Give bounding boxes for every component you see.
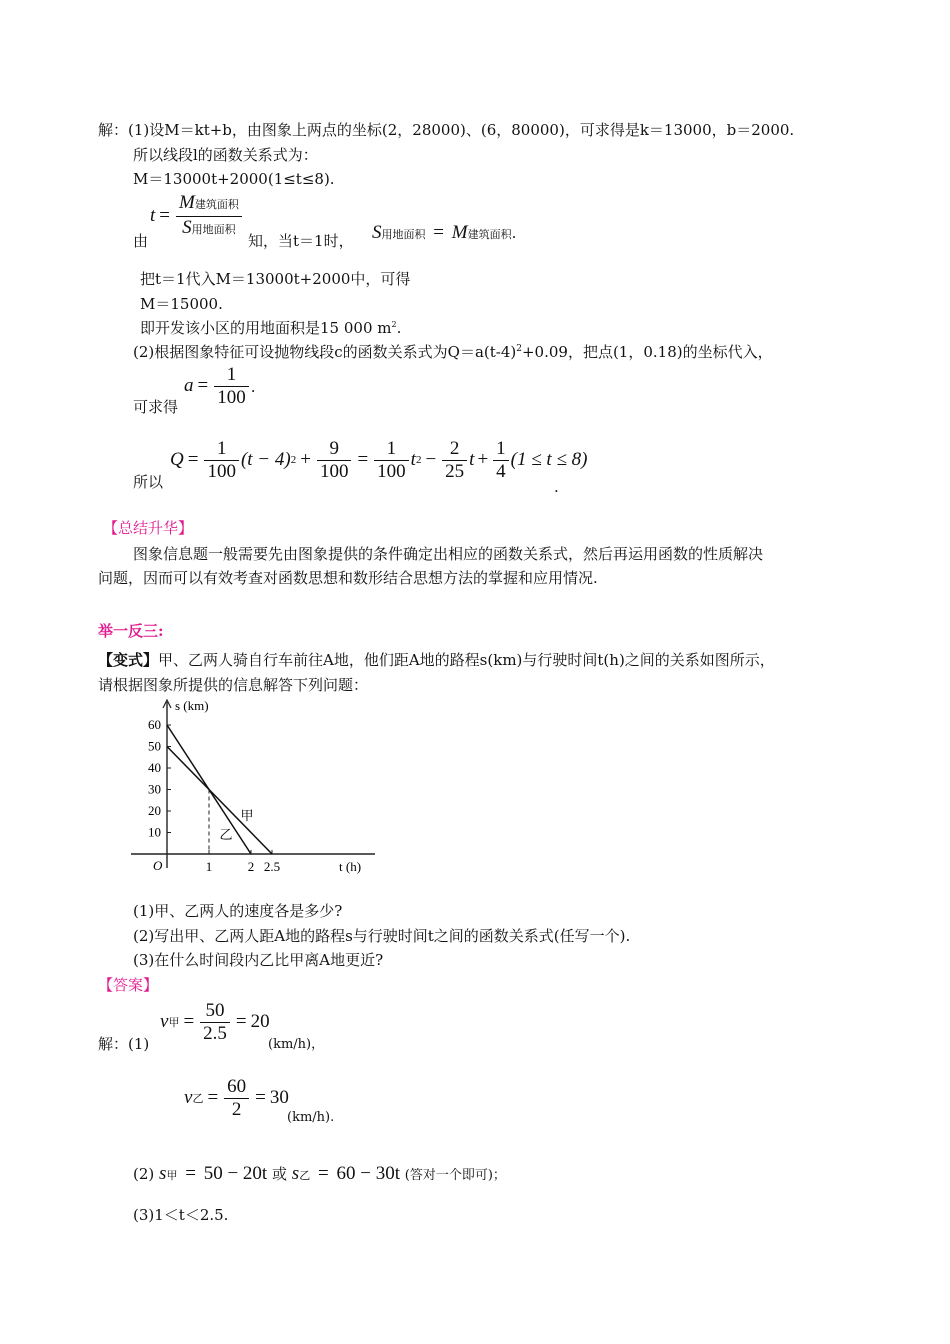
fd5: 4 bbox=[496, 461, 506, 482]
period-1: . bbox=[511, 224, 517, 242]
y-tick-label: 20 bbox=[148, 803, 161, 818]
n50: 50 bbox=[200, 1000, 230, 1023]
fn5: 1 bbox=[493, 438, 509, 461]
x-tick-label: 2.5 bbox=[263, 859, 281, 874]
variant-tag: 【变式】 bbox=[98, 651, 159, 669]
plus-2: + bbox=[477, 449, 489, 471]
y-axis-label: s (km) bbox=[175, 698, 209, 713]
Q-equation bbox=[170, 438, 587, 483]
frac-1-100-a bbox=[204, 438, 239, 483]
solution-line-7 bbox=[140, 319, 401, 337]
period-2: . bbox=[250, 377, 256, 396]
sub-jia-2: 甲 bbox=[166, 1169, 178, 1182]
M-symbol: M bbox=[179, 192, 195, 213]
eq-s2: = bbox=[317, 1163, 329, 1184]
y-tick-label: 60 bbox=[148, 717, 161, 732]
solution-line-2: 所以线段l的函数关系式为： bbox=[133, 146, 318, 164]
you-text: 由 bbox=[133, 232, 149, 250]
ke-text: 可求得 bbox=[133, 398, 179, 416]
answer-part-2 bbox=[133, 1163, 506, 1186]
sub-land: 用地面积 bbox=[191, 223, 236, 236]
unit-2: (km/h). bbox=[287, 1110, 335, 1125]
v-symbol-1: v bbox=[160, 1011, 169, 1033]
frac-9-100 bbox=[317, 438, 352, 483]
t-linear: t bbox=[469, 449, 475, 471]
fd1: 100 bbox=[207, 461, 236, 482]
sq-2: 2 bbox=[415, 453, 422, 466]
sub-land-2: 用地面积 bbox=[381, 228, 426, 241]
x-tick-label: 1 bbox=[205, 859, 213, 874]
y-tick-label: 50 bbox=[148, 738, 161, 754]
fd3: 100 bbox=[377, 461, 406, 482]
line-8-text: (2)根据图象特征可设抛物线段c的函数关系式为Q＝a(t-4) bbox=[133, 343, 517, 361]
practice-question-line-1 bbox=[98, 651, 775, 669]
series-label-jia: 甲 bbox=[240, 808, 254, 824]
line-7-end: . bbox=[396, 319, 402, 337]
frac-den: 100 bbox=[217, 387, 246, 408]
line-7-text: 即开发该小区的用地面积是15 000 m bbox=[140, 319, 392, 337]
period-3: . bbox=[554, 478, 559, 496]
one-hundredth-fraction bbox=[214, 364, 249, 409]
v-symbol-2: v bbox=[184, 1087, 193, 1109]
practice-heading: 举一反三: bbox=[98, 622, 164, 640]
eq-v2b: = bbox=[255, 1087, 266, 1109]
minus-1: − bbox=[425, 449, 437, 471]
sub-question-1: (1)甲、乙两人的速度各是多少? bbox=[133, 902, 343, 920]
distance-time-chart bbox=[125, 696, 385, 886]
x-axis-label: t (h) bbox=[339, 859, 362, 874]
suoyi-text: 所以 bbox=[133, 473, 164, 491]
domain-range: (1 ≤ t ≤ 8) bbox=[510, 449, 588, 471]
unit-1: (km/h)， bbox=[268, 1037, 325, 1052]
Q-symbol: Q bbox=[170, 449, 184, 471]
fn3: 1 bbox=[374, 438, 409, 461]
result-20: 20 bbox=[250, 1011, 270, 1033]
huo-text: 或 bbox=[272, 1165, 288, 1183]
s-symbol-1: s bbox=[159, 1163, 167, 1184]
equals-sign-3: = bbox=[197, 375, 209, 397]
t-minus-4: (t − 4) bbox=[240, 449, 291, 471]
frac-50-2p5 bbox=[200, 1000, 230, 1045]
sq-1: 2 bbox=[290, 453, 297, 466]
zhi-text: 知，当t＝1时， bbox=[248, 232, 354, 250]
v-jia-equation bbox=[160, 1000, 270, 1045]
eq-v2: = bbox=[207, 1087, 219, 1109]
equals-sign-2: = bbox=[433, 222, 444, 243]
build-over-land-fraction bbox=[176, 192, 242, 241]
fd2: 100 bbox=[319, 461, 349, 482]
question-text-1: 甲、乙两人骑自行车前往A地，他们距A地的路程s(km)与行驶时间t(h)之间的关系如图所示， bbox=[158, 651, 775, 669]
eq-v1: = bbox=[183, 1011, 195, 1033]
y-tick-label: 40 bbox=[148, 760, 161, 775]
plus-1: + bbox=[300, 449, 311, 471]
s-symbol-2: s bbox=[291, 1163, 300, 1184]
sub-yi: 乙 bbox=[192, 1091, 204, 1105]
summary-heading: 【总结升华】 bbox=[103, 519, 194, 537]
answer-heading: 【答案】 bbox=[98, 976, 159, 994]
summary-para-2: 问题，因而可以有效考查对函数思想和数形结合思想方法的掌握和应用情况. bbox=[98, 569, 598, 587]
x-tick-label: 2 bbox=[247, 859, 255, 874]
frac-60-2 bbox=[224, 1076, 249, 1121]
sub-yi-2: 乙 bbox=[299, 1169, 311, 1182]
eq-b: = bbox=[357, 449, 369, 471]
t-equals-fraction bbox=[150, 192, 244, 241]
origin-label: O bbox=[153, 858, 163, 873]
expr-jia: 50 − 20t bbox=[203, 1163, 268, 1184]
frac-num: 1 bbox=[214, 364, 249, 387]
fn4: 2 bbox=[442, 438, 467, 461]
S-equals-M bbox=[372, 222, 516, 245]
summary-para-1: 图象信息题一般需要先由图象提供的条件确定出相应的函数关系式，然后再运用函数的性质解决 bbox=[133, 545, 764, 563]
sub-build: 建筑面积 bbox=[194, 198, 239, 211]
d25: 2.5 bbox=[203, 1023, 227, 1044]
y-tick-label: 30 bbox=[148, 781, 161, 797]
sub-jia: 甲 bbox=[168, 1015, 180, 1029]
line-8-sup: 2 bbox=[516, 344, 522, 354]
fd4: 25 bbox=[445, 461, 465, 482]
fn1: 1 bbox=[204, 438, 239, 461]
eq-v1b: = bbox=[235, 1011, 247, 1033]
S-symbol-2: S bbox=[372, 222, 382, 243]
frac-1-100-b bbox=[374, 438, 409, 483]
frac-2-25 bbox=[442, 438, 467, 483]
answer-note: (答对一个即可)； bbox=[404, 1168, 506, 1183]
solution-line-3: M＝13000t+2000(1≤t≤8). bbox=[133, 170, 335, 188]
S-symbol: S bbox=[182, 217, 192, 238]
line-7-sup: 2 bbox=[391, 320, 397, 329]
solution-line-1: 解：(1)设M＝kt+b，由图象上两点的坐标(2，28000)、(6，80000)，可求得是k＝13000，b＝2000. bbox=[98, 121, 795, 139]
sub-question-3: (3)在什么时间段内乙比甲离A地更近? bbox=[133, 951, 384, 969]
frac-1-4 bbox=[493, 438, 509, 483]
result-30: 30 bbox=[269, 1087, 289, 1109]
n60: 60 bbox=[224, 1076, 249, 1099]
a-equals bbox=[184, 364, 256, 409]
equals-sign: = bbox=[159, 205, 170, 227]
practice-question-line-2: 请根据图象所提供的信息解答下列问题： bbox=[98, 676, 369, 694]
answer-jie: 解：(1) bbox=[98, 1035, 150, 1053]
eq-s1: = bbox=[185, 1163, 196, 1184]
solution-line-5: 把t＝1代入M＝13000t+2000中，可得 bbox=[140, 270, 411, 288]
t-symbol: t bbox=[150, 205, 156, 227]
expr-yi: 60 − 30t bbox=[336, 1163, 400, 1184]
solution-line-8 bbox=[133, 343, 773, 361]
d2: 2 bbox=[231, 1099, 242, 1120]
sub-question-2: (2)写出甲、乙两人距A地的路程s与行驶时间t之间的函数关系式(任写一个). bbox=[133, 927, 631, 945]
v-yi-equation bbox=[184, 1076, 289, 1121]
y-tick-label: 10 bbox=[148, 824, 161, 840]
answer-part-3: (3)1＜t＜2.5. bbox=[133, 1206, 229, 1224]
p2-label: (2) bbox=[133, 1165, 155, 1183]
eq-a: = bbox=[187, 449, 199, 471]
solution-line-6: M＝15000. bbox=[140, 295, 223, 313]
t-squared: t bbox=[410, 449, 416, 471]
M-symbol-2: M bbox=[451, 222, 468, 243]
sub-build-2: 建筑面积 bbox=[467, 228, 512, 241]
series-label-yi: 乙 bbox=[219, 827, 233, 843]
a-symbol: a bbox=[184, 375, 194, 397]
line-8-end: +0.09，把点(1，0.18)的坐标代入， bbox=[521, 343, 773, 361]
fn2: 9 bbox=[317, 438, 352, 461]
